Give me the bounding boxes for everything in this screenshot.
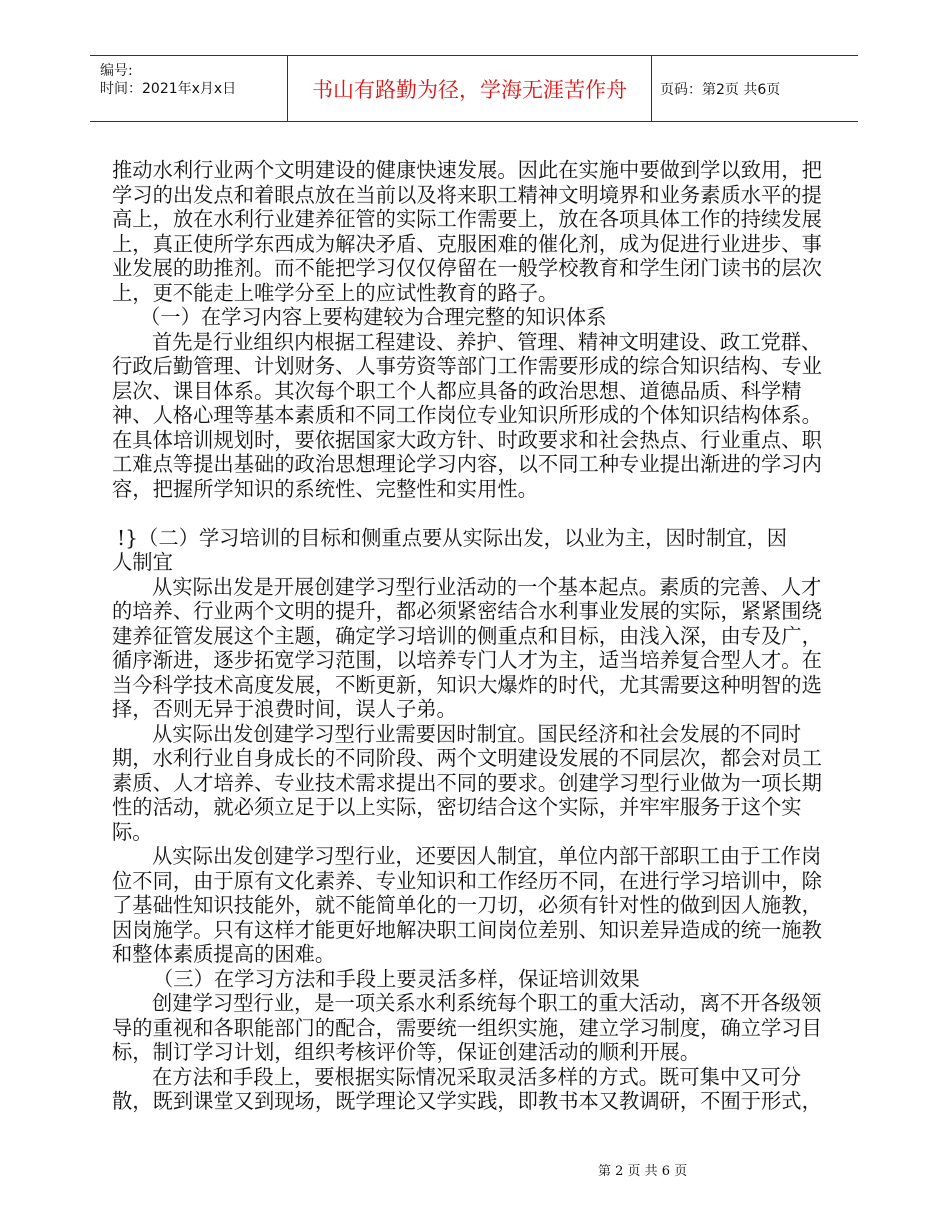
text-line: 层次、课目体系。其次每个职工个人都应具备的政治思想、道德品质、科学精 [112,378,802,403]
text-line: 上，真正使所学东西成为解决矛盾、克服困难的催化剂，成为促进行业进步、事 [112,231,822,256]
text-line: 的培养、行业两个文明的提升，都必须紧密结合水利事业发展的实际，紧紧围绕 [112,599,822,623]
text-line: 在具体培训规划时，要依据国家大政方针、时政要求和社会热点、行业重点、职 [112,427,822,452]
text-line: 神、人格心理等基本素质和不同工作岗位专业知识所形成的个体知识结构体系。 [112,403,822,427]
page-header [90,55,858,122]
header-page-info: 页码：第2页 共6页 [660,81,781,98]
text-line: 导的重视和各职能部门的配合，需要统一组织实施，建立学习制度，确立学习目 [112,1015,822,1040]
text-line: 学习的出发点和着眼点放在当前以及将来职工精神文明境界和业务素质水平的提 [112,182,822,207]
paragraph-5 [112,844,822,967]
text-line: 际。 [112,819,153,844]
text-line: 行政后勤管理、计划财务、人事劳资等部门工作需要形成的综合知识结构、专业 [112,354,822,378]
text-line: 从实际出发创建学习型行业，还要因人制宜，单位内部干部职工由于工作岗 [152,844,822,868]
text-line: 从实际出发创建学习型行业需要因时制宜。国民经济和社会发展的不同时 [152,721,802,746]
text-line: 在方法和手段上，要根据实际情况采取灵活多样的方式。既可集中又可分 [152,1064,802,1089]
header-motto: 书山有路勤为径，学海无涯苦作舟 [287,56,652,121]
paragraph-1 [112,158,822,305]
text-line: 容，把握所学知识的系统性、完整性和实用性。 [112,476,538,501]
text-line: 期，水利行业自身成长的不同阶段、两个文明建设发展的不同层次，都会对员工 [112,746,822,770]
text-line: 性的活动，就必须立足于以上实际，密切结合这个实际，并牢牢服务于这个实 [112,795,802,819]
text-line: 当今科学技术高度发展，不断更新，知识大爆炸的时代，尤其需要这种明智的选 [112,672,822,697]
text-line: 散，既到课堂又到现场，既学理论又学实践，即教书本又教调研，不囿于形式， [112,1089,822,1113]
paragraph-6 [112,991,822,1065]
text-line: 上，更不能走上唯学分至上的应试性教育的路子。 [112,280,559,305]
text-line: 业发展的助推剂。而不能把学习仅仅停留在一般学校教育和学生闭门读书的层次 [112,256,822,280]
text-line: 标，制订学习计划，组织考核评价等，保证创建活动的顺利开展。 [112,1040,701,1064]
text-line: 工难点等提出基础的政治思想理论学习内容，以不同工种专业提出渐进的学习内 [112,452,822,476]
text-line: 人制宜 [112,550,173,574]
document-number-label: 编号: [100,63,133,79]
paragraph-4 [112,721,822,845]
paragraph-7 [112,1064,822,1114]
text-line: 建养征管发展这个主题，确定学习培训的侧重点和目标，由浅入深，由专及广， [112,623,822,648]
text-line: 位不同，由于原有文化素养、专业知识和工作经历不同，在进行学习培训中，除 [112,868,822,893]
text-line: 从实际出发是开展创建学习型行业活动的一个基本起点。素质的完善、人才 [152,574,822,599]
section-heading-1: （一）在学习内容上要构建较为合理完整的知识体系 [140,305,607,329]
text-line: 因岗施学。只有这样才能更好地解决职工间岗位差别、知识差异造成的统一施教 [112,917,822,942]
text-line: 循序渐进，逐步拓宽学习范围，以培养专门人才为主，适当培养复合型人才。在 [112,648,822,672]
text-line: !}（二）学习培训的目标和侧重点要从实际出发，以业为主，因时制宜，因 [117,525,788,550]
section-heading-2 [112,525,788,575]
paragraph-2 [112,329,822,502]
page-footer-number: 第 2 页 共 6 页 [598,1164,688,1179]
text-line: 推动水利行业两个文明建设的健康快速发展。因此在实施中要做到学以致用，把 [112,158,822,182]
text-line: 了基础性知识技能外，就不能简单化的一刀切，必须有针对性的做到因人施教， [112,893,822,917]
document-date: 时间：2021年x月x日 [100,81,237,97]
section-heading-3: （三）在学习方法和手段上要灵活多样，保证培训效果 [153,966,640,991]
text-line: 和整体素质提高的困难。 [112,942,336,966]
header-meta-cell [90,56,287,121]
text-line: 创建学习型行业，是一项关系水利系统每个职工的重大活动，离不开各级领 [152,991,822,1015]
blank-line [112,501,772,526]
document-body [112,158,822,1114]
paragraph-3 [112,574,822,722]
text-line: 首先是行业组织内根据工程建设、养护、管理、精神文明建设、政工党群、 [152,329,822,354]
text-line: 素质、人才培养、专业技术需求提出不同的要求。创建学习型行业做为一项长期 [112,770,822,795]
text-line: 高上，放在水利行业建养征管的实际工作需要上，放在各项具体工作的持续发展 [112,207,822,231]
text-line: 择，否则无异于浪费时间，误人子弟。 [112,697,457,721]
